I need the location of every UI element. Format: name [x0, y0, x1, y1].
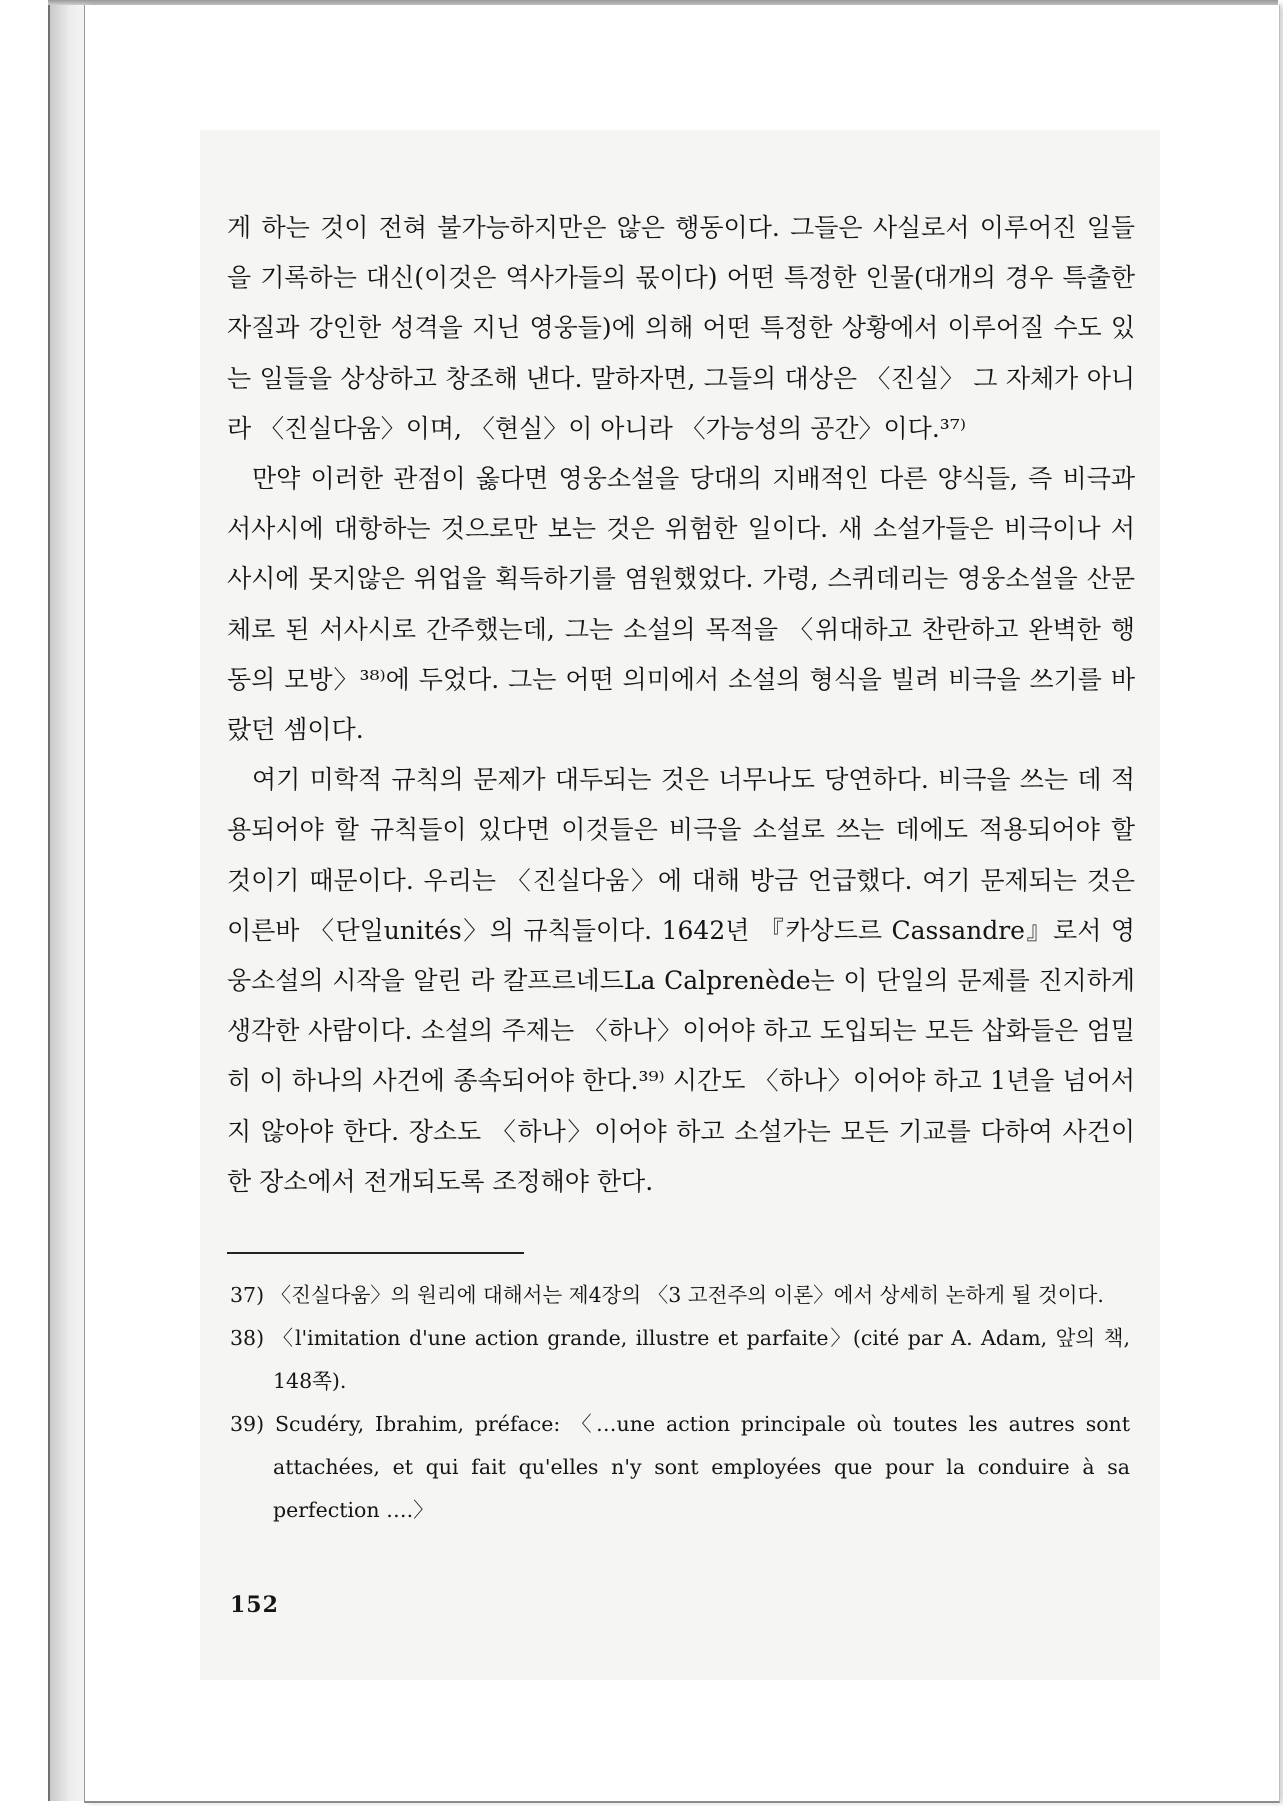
footnotes	[230, 1274, 1130, 1532]
footnote: 37) 〈진실다움〉의 원리에 대해서는 제4장의 〈3 고전주의 이론〉에서 상세히 논하게 될 것이다.	[230, 1283, 1104, 1307]
paragraph: 게 하는 것이 전혀 불가능하지만은 않은 행동이다. 그들은 사실로서 이루어진 일들을 기록하는 대신(이것은 역사가들의 몫이다) 어떤 특정한 인물(대개의 경우 특출한 자질과 강인한 성격을 지닌 영웅들)에 의해 어떤 특정한 상황에서 이루어질 수도 있는 일들을 상상하고 창조해 낸다. 말하자면, 그들의 대상은 〈진실〉 그 자체가 아니라 〈진실다움〉이며, 〈현실〉이 아니라 〈가능성의 공간〉이다.³⁷⁾	[227, 213, 1135, 443]
page-number: 152	[230, 1592, 279, 1618]
body-text	[227, 203, 1135, 1207]
paragraph: 만약 이러한 관점이 옳다면 영웅소설을 당대의 지배적인 다른 양식들, 즉 비극과 서사시에 대항하는 것으로만 보는 것은 위험한 일이다. 새 소설가들은 비극이나 서사시에 못지않은 위업을 획득하기를 염원했었다. 가령, 스퀴데리는 영웅소설을 산문체로 된 서사시로 간주했는데, 그는 소설의 목적을 〈위대하고 찬란하고 완벽한 행동의 모방〉³⁸⁾에 두었다. 그는 어떤 의미에서 소설의 형식을 빌려 비극을 쓰기를 바랐던 셈이다.	[227, 464, 1135, 745]
paragraph: 여기 미학적 규칙의 문제가 대두되는 것은 너무나도 당연하다. 비극을 쓰는 데 적용되어야 할 규칙들이 있다면 이것들은 비극을 소설로 쓰는 데에도 적용되어야 할 것이기 때문이다. 우리는 〈진실다움〉에 대해 방금 언급했다. 여기 문제되는 것은 이른바 〈단일unités〉의 규칙들이다. 1642년 『카상드르 Cassandre』로서 영웅소설의 시작을 알린 라 칼프르네드La Calprenède는 이 단일의 문제를 진지하게 생각한 사람이다. 소설의 주제는 〈하나〉이어야 하고 도입되는 모든 삽화들은 엄밀히 이 하나의 사건에 종속되어야 한다.³⁹⁾ 시간도 〈하나〉이어야 하고 1년을 넘어서지 않아야 한다. 장소도 〈하나〉이어야 하고 소설가는 모든 기교를 다하여 사건이 한 장소에서 전개되도록 조정해야 한다.	[227, 765, 1135, 1196]
footnote: 39) Scudéry, Ibrahim, préface: 〈…une action principale où toutes les autres sont attachées, et qui fait qu'elles n'y sont employées que pour la conduire à sa perfection ….〉	[230, 1412, 1130, 1522]
footnote-separator	[227, 1252, 524, 1254]
book-spine	[48, 5, 86, 1801]
footnote: 38) 〈l'imitation d'une action grande, illustre et parfaite〉(cité par A. Adam, 앞의 책, 148쪽).	[230, 1326, 1130, 1393]
